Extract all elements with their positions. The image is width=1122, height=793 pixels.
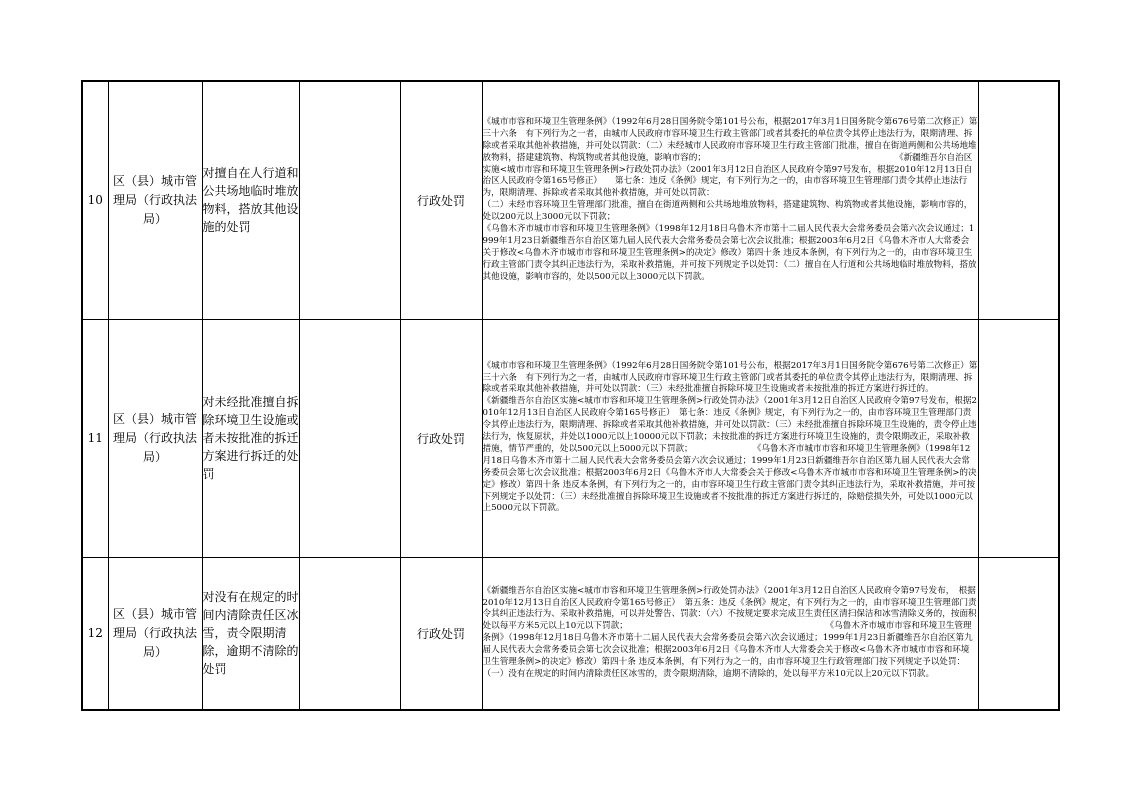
department-cell: 区（县）城市管理局（行政执法局） (108, 81, 202, 319)
table-row (82, 81, 1059, 319)
legal-basis-text: 《城市市容和环境卫生管理条例》（1992年6月28日国务院令第101号公布，根据2017年3月1日国务院令第676号第二次修正）第三十六条 有下列行为之一者，由城市人民政府市容环境卫生行政主管部门或者其委托的单位责令其停止违法行为，限期清理、拆除或者采取其他补救措施，并可处以罚款：（三）未经批准擅自拆除环境卫生设施或者未按批准的拆迁方案进行拆迁的。 (482, 360, 978, 395)
power-type-cell: 行政处罚 (400, 81, 482, 319)
power-type-cell: 行政处罚 (400, 319, 482, 557)
legal-basis-cell (482, 81, 978, 319)
row-number: 12 (82, 557, 108, 710)
empty-cell (978, 557, 1059, 710)
empty-cell (299, 319, 400, 557)
empty-cell (299, 557, 400, 710)
table-row (82, 557, 1059, 710)
legal-basis-text: 《乌鲁木齐市城市市容和环境卫生管理条例》（1998年12月18日乌鲁木齐市第十二届人民代表大会常务委员会第六次会议通过；1999年1月23日新疆维吾尔自治区第九届人民代表大会常务委员会第七次会议批准；根据2003年6月2日《乌鲁木齐市人大常委会关于修改<乌鲁木齐市城市市容和环境卫生管理条例>的决定》修改）第四十条 违反本条例，有下列行为之一的，由市容环境卫生行政主管部门责令其纠正违法行为，采取补救措施，并可按下列规定予以处罚：（二）擅自在人行道和公共场地临时堆放物料，搭放其他设施，影响市容的，处以500元以上3000元以下罚款。 (482, 224, 977, 282)
legal-basis-cell (482, 319, 978, 557)
power-type-cell: 行政处罚 (400, 557, 482, 710)
penalty-item-cell: 对未经批准擅自拆除环境卫生设施或者未按批准的拆迁方案进行拆迁的处罚 (202, 319, 299, 557)
legal-basis-text: 《新疆维吾尔自治区实施<城市市容和环境卫生管理条例>行政处罚办法》（2001年3月12日自治区人民政府令第97号发布，根据2010年12月13日自治区人民政府令第165号修正） 第七条：违反《条例》规定，有下列行为之一的，由市容环境卫生管理部门责令其停止违法行为，限期清理、拆除或者采取其他补救措施，并可处以罚款：（三）未经批准擅自拆除环境卫生设施的，责令停止违法行为，恢复原状，并处以1000元以上10000元以下罚款；未按批准的拆迁方案进行环境卫生设施的，责令限期改正，采取补救措施，情节严重的，处以500元以上5000元以下罚款； 《乌鲁木齐市城市市容和环境卫生管理条例》（1998年12月18日乌鲁木齐市第十二届人民代表大会常务委员会第六次会议通过；1999年1月23日新疆维吾尔自治区第九届人民代表大会常务委员会第七次会议批准；根据2003年6月2日《乌鲁木齐市人大常委会关于修改<乌鲁木齐市城市市容和环境卫生管理条例>的决定》修改）第四十条 违反本条例，有下列行为之一的，由市容环境卫生行政主管部门责令其纠正违法行为，采取补救措施，并可按下列规定予以处罚：（三）未经批准擅自拆除环境卫生设施或者不按批准的拆迁方案进行拆迁的，除赔偿损失外，可处以1000元以上5000元以下罚款。 (482, 396, 977, 514)
penalty-table (81, 80, 1060, 711)
department-cell: 区（县）城市管理局（行政执法局） (108, 319, 202, 557)
row-number: 11 (82, 319, 108, 557)
legal-basis-text: 《新疆维吾尔自治区实施<城市市容和环境卫生管理条例>行政处罚办法》（2001年3月12日自治区人民政府令第97号发布， 根据2010年12月13日自治区人民政府令第165号修正） 第五条：违反《条例》规定，有下列行为之一的，由市容环境卫生管理部门责令其纠正违法行为、采取补救措施，可以并处警告、罚款：（六）不按规定要求完成卫生责任区清扫保洁和冰雪清除义务的，按面积处以每平方米5元以上10元以下罚款； 《乌鲁木齐市城市市容和环境卫生管理条例》（1998年12月18日乌鲁木齐市第十二届人民代表大会常务委员会第六次会议通过；1999年1月23日新疆维吾尔自治区第九届人民代表大会常务委员会第七次会议批准；根据2003年6月2日《乌鲁木齐市人大常委会关于修改<乌鲁木齐市城市市容和环境卫生管理条例>的决定》修改）第四十条 违反本条例，有下列行为之一的，由市容环境卫生行政管理部门按下列规定予以处罚：（一）没有在规定的时间内清除责任区冰雪的，责令限期清除，逾期不清除的，处以每平方米10元以上20元以下罚款。 (482, 585, 977, 679)
row-number: 10 (82, 81, 108, 319)
penalty-item-cell: 对没有在规定的时间内清除责任区冰雪，责令限期清除，逾期不清除的处罚 (202, 557, 299, 710)
table-row (82, 319, 1059, 557)
empty-cell (978, 81, 1059, 319)
department-cell: 区（县）城市管理局（行政执法局） (108, 557, 202, 710)
legal-basis-text: 《城市市容和环境卫生管理条例》（1992年6月28日国务院令第101号公布，根据2017年3月1日国务院令第676号第二次修正）第三十六条 有下列行为之一者，由城市人民政府市容环境卫生行政主管部门或者其委托的单位责令其停止违法行为，限期清理、拆除或者采取其他补救措施，并可处以罚款：（二）未经城市人民政府市容环境卫生行政主管部门批准，擅自在街道两侧和公共场地堆放物料，搭建建筑物、构筑物或者其他设施，影响市容的； 《新疆维吾尔自治区实施<城市市容和环境卫生管理条例>行政处罚办法》（2001年3月12日自治区人民政府令第97号发布，根据2010年12月13日自治区人民政府令第165号修正） 第七条：违反《条例》规定，有下列行为之一的，由市容环境卫生管理部门责令其停止违法行为，限期清理、拆除或者采取其他补救措施，并可处以罚款： (482, 116, 978, 199)
legal-basis-text: （二）未经市容环境卫生管理部门批准，擅自在街道两侧和公共场地堆放物料，搭建建筑物、构筑物或者其他设施，影响市容的，处以200元以上3000元以下罚款； (482, 200, 973, 223)
empty-cell (299, 81, 400, 319)
empty-cell (978, 319, 1059, 557)
penalty-item-cell: 对擅自在人行道和公共场地临时堆放物料，搭放其他设施的处罚 (202, 81, 299, 319)
legal-basis-cell (482, 557, 978, 710)
